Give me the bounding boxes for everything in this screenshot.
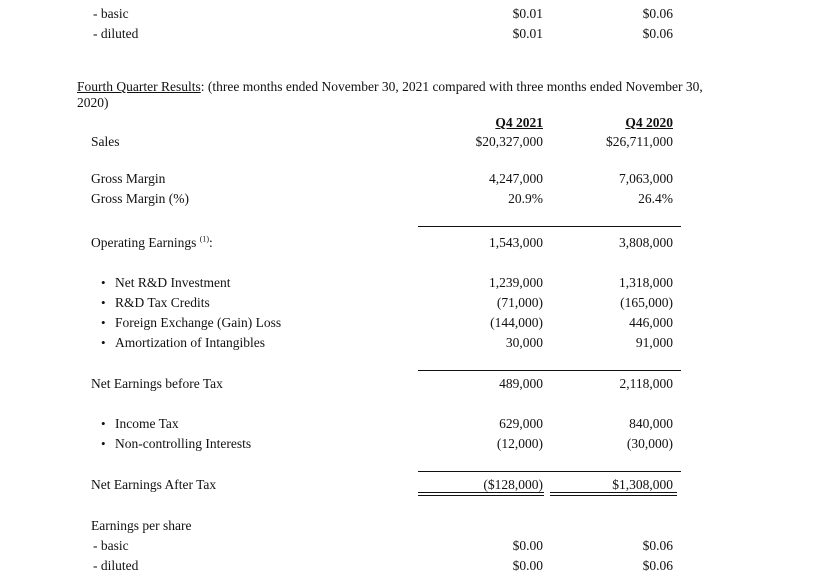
sales-2021: $20,327,000	[475, 134, 543, 149]
section-heading-rest: : (three months ended November 30, 2021 compared with three months ended November 30,	[200, 79, 703, 94]
double-rule-2020	[550, 492, 677, 496]
gross-margin-label: Gross Margin	[91, 171, 166, 186]
gross-margin-pct-2021: 20.9%	[508, 191, 543, 206]
earnings-after-tax-2021: ($128,000)	[483, 477, 543, 492]
column-header-q4-2020: Q4 2020	[625, 115, 673, 130]
eps-diluted-2021: $0.00	[512, 558, 543, 573]
expense-item-2020: (165,000)	[620, 295, 673, 310]
expense-item-2021: (71,000)	[496, 295, 543, 310]
tax-item-2021: (12,000)	[496, 436, 543, 451]
expense-item-label: Amortization of Intangibles	[115, 335, 265, 350]
bullet-icon: •	[101, 275, 106, 290]
double-rule-2021	[418, 492, 544, 496]
rule-earnings-after-tax	[418, 471, 681, 472]
operating-earnings-colon: :	[209, 235, 213, 250]
operating-earnings-2020: 3,808,000	[619, 235, 673, 250]
eps-diluted-label: - diluted	[93, 558, 139, 573]
operating-earnings-2021: 1,543,000	[489, 235, 543, 250]
sales-label: Sales	[91, 134, 120, 149]
tax-item-2020: (30,000)	[626, 436, 673, 451]
earnings-after-tax-2020: $1,308,000	[612, 477, 673, 492]
gross-margin-2021: 4,247,000	[489, 171, 543, 186]
earnings-before-tax-2020: 2,118,000	[619, 376, 673, 391]
earnings-before-tax-label: Net Earnings before Tax	[91, 376, 223, 391]
expense-item-2021: 30,000	[505, 335, 543, 350]
prev-eps-diluted-label: - diluted	[93, 26, 139, 41]
eps-basic-2021: $0.00	[512, 538, 543, 553]
section-heading	[77, 79, 703, 95]
expense-item-label: R&D Tax Credits	[115, 295, 210, 310]
earnings-after-tax-label: Net Earnings After Tax	[91, 477, 217, 492]
prev-eps-diluted-2021: $0.01	[512, 26, 543, 41]
bullet-icon: •	[101, 295, 106, 310]
expense-item-2021: 1,239,000	[489, 275, 543, 290]
rule-operating-earnings	[418, 226, 681, 227]
operating-earnings-label	[91, 235, 213, 251]
bullet-icon: •	[101, 315, 106, 330]
expense-item-2021: (144,000)	[490, 315, 543, 330]
tax-item-2021: 629,000	[499, 416, 543, 431]
footnote-marker: (1)	[199, 234, 210, 244]
operating-earnings-label-text: Operating Earnings	[91, 235, 197, 250]
eps-basic-2020: $0.06	[642, 538, 673, 553]
rule-earnings-before-tax	[418, 370, 681, 371]
column-header-q4-2021: Q4 2021	[495, 115, 543, 130]
expense-item-2020: 446,000	[629, 315, 673, 330]
prev-eps-basic-2021: $0.01	[512, 6, 543, 21]
bullet-icon: •	[101, 416, 106, 431]
tax-item-label: Income Tax	[115, 416, 179, 431]
gross-margin-pct-2020: 26.4%	[638, 191, 673, 206]
gross-margin-2020: 7,063,000	[619, 171, 673, 186]
eps-diluted-2020: $0.06	[642, 558, 673, 573]
expense-item-2020: 1,318,000	[619, 275, 673, 290]
prev-eps-diluted-2020: $0.06	[642, 26, 673, 41]
sales-2020: $26,711,000	[606, 134, 673, 149]
prev-eps-basic-2020: $0.06	[642, 6, 673, 21]
eps-basic-label: - basic	[93, 538, 129, 553]
earnings-before-tax-2021: 489,000	[499, 376, 543, 391]
tax-item-2020: 840,000	[629, 416, 673, 431]
expense-item-label: Foreign Exchange (Gain) Loss	[115, 315, 282, 330]
gross-margin-pct-label: Gross Margin (%)	[91, 191, 189, 206]
prev-eps-basic-label: - basic	[93, 6, 129, 21]
bullet-icon: •	[101, 335, 106, 350]
section-heading-line2: 2020)	[77, 95, 109, 110]
section-heading-title: Fourth Quarter Results	[77, 79, 201, 94]
expense-item-label: Net R&D Investment	[115, 275, 231, 290]
tax-item-label: Non-controlling Interests	[115, 436, 252, 451]
bullet-icon: •	[101, 436, 106, 451]
eps-heading: Earnings per share	[91, 518, 192, 533]
expense-item-2020: 91,000	[635, 335, 673, 350]
